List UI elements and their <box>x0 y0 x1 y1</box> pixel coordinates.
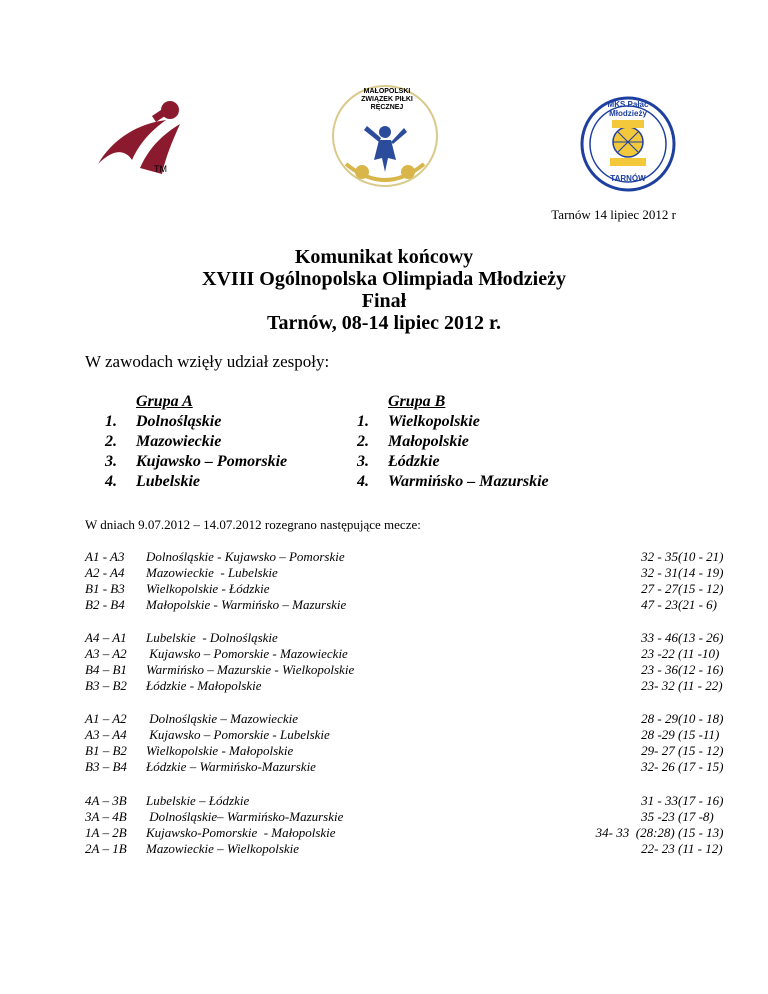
document-date: Tarnów 14 lipiec 2012 r <box>551 207 676 222</box>
malopolski-association-logo: MAŁOPOLSKI ZWIĄZEK PIŁKI RĘCZNEJ <box>330 84 440 188</box>
match-row: A1 – A2 Dolnośląskie – Mazowieckie 28 - 29 (10 - 18) <box>85 711 724 726</box>
document-title <box>0 246 768 334</box>
mks-palac-mlodziezy-logo: MKS Pałac Młodzieży TARNÓW <box>580 96 676 192</box>
match-row: 3A – 4B Dolnośląskie– Warmińsko-Mazurskie 35 -23 (17 -8) <box>85 809 714 824</box>
group-a-team: 1. Dolnośląskie <box>105 413 222 430</box>
match-row: A2 - A4 Mazowieckie - Lubelskie 32 - 31 (14 - 19) <box>85 565 724 580</box>
match-row: B4 – B1 Warmińsko – Mazurskie - Wielkopolskie 23 - 36 (12 - 16) <box>85 662 724 677</box>
match-row: A4 – A1 Lubelskie - Dolnośląskie 33 - 46 (13 - 26) <box>85 630 724 645</box>
group-b <box>357 392 549 492</box>
round-3 <box>85 711 724 775</box>
group-a-team: 2. Mazowieckie <box>105 433 222 450</box>
federation-logo: TM <box>92 98 192 180</box>
match-row: A3 – A2 Kujawsko – Pomorskie - Mazowieckie 23 -22 (11 -10) <box>85 646 720 661</box>
match-row: 1A – 2B Kujawsko-Pomorskie - Małopolskie 34- 33 (28:28) (15 - 13) <box>85 825 724 840</box>
group-b-team: 3. Łódzkie <box>357 453 440 470</box>
match-row: B1 – B2 Wielkopolskie - Małopolskie 29- 27 (15 - 12) <box>85 743 724 758</box>
group-b-team: 4. Warmińsko – Mazurskie <box>357 473 549 490</box>
round-2 <box>85 630 724 694</box>
match-row: B3 – B4 Łódzkie – Warmińsko-Mazurskie 32- 26 (17 - 15) <box>85 759 724 774</box>
title-line-1: Komunikat końcowy <box>294 246 474 268</box>
group-b-heading: Grupa B <box>388 393 446 410</box>
match-row: B2 - B4 Małopolskie - Warmińsko – Mazurskie 47 - 23 (21 - 6) <box>85 597 717 612</box>
group-b-team: 2. Małopolskie <box>357 433 469 450</box>
round-4 <box>85 793 724 857</box>
match-row: A3 – A4 Kujawsko – Pomorskie - Lubelskie 28 -29 (15 -11) <box>85 727 720 742</box>
group-a-heading: Grupa A <box>136 393 193 410</box>
group-b-team: 1. Wielkopolskie <box>357 413 480 430</box>
match-row: 4A – 3B Lubelskie – Łódzkie 31 - 33 (17 - 16) <box>85 793 724 808</box>
match-row: B3 – B2 Łódzkie - Małopolskie 23- 32 (11 - 22) <box>85 678 723 693</box>
participants-intro: W zawodach wzięły udział zespoły: <box>85 352 330 371</box>
group-a-team: 3. Kujawsko – Pomorskie <box>105 453 288 470</box>
match-row: A1 - A3 Dolnośląskie - Kujawsko – Pomorskie 32 - 35 (10 - 21) <box>85 549 724 564</box>
match-row: 2A – 1B Mazowieckie – Wielkopolskie 22- 23 (11 - 12) <box>85 841 723 856</box>
title-line-4: Tarnów, 08-14 lipiec 2012 r. <box>266 312 502 334</box>
round-1 <box>85 549 724 613</box>
matches-intro: W dniach 9.07.2012 – 14.07.2012 rozegrano następujące mecze: <box>85 517 421 532</box>
match-row: B1 - B3 Wielkopolskie - Łódzkie 27 - 27 (15 - 12) <box>85 581 724 596</box>
group-a <box>105 392 287 492</box>
group-a-team: 4. Lubelskie <box>105 473 200 490</box>
title-line-3: Finał <box>361 290 407 312</box>
title-line-2: XVIII Ogólnopolska Olimpiada Młodzieży <box>202 268 566 290</box>
